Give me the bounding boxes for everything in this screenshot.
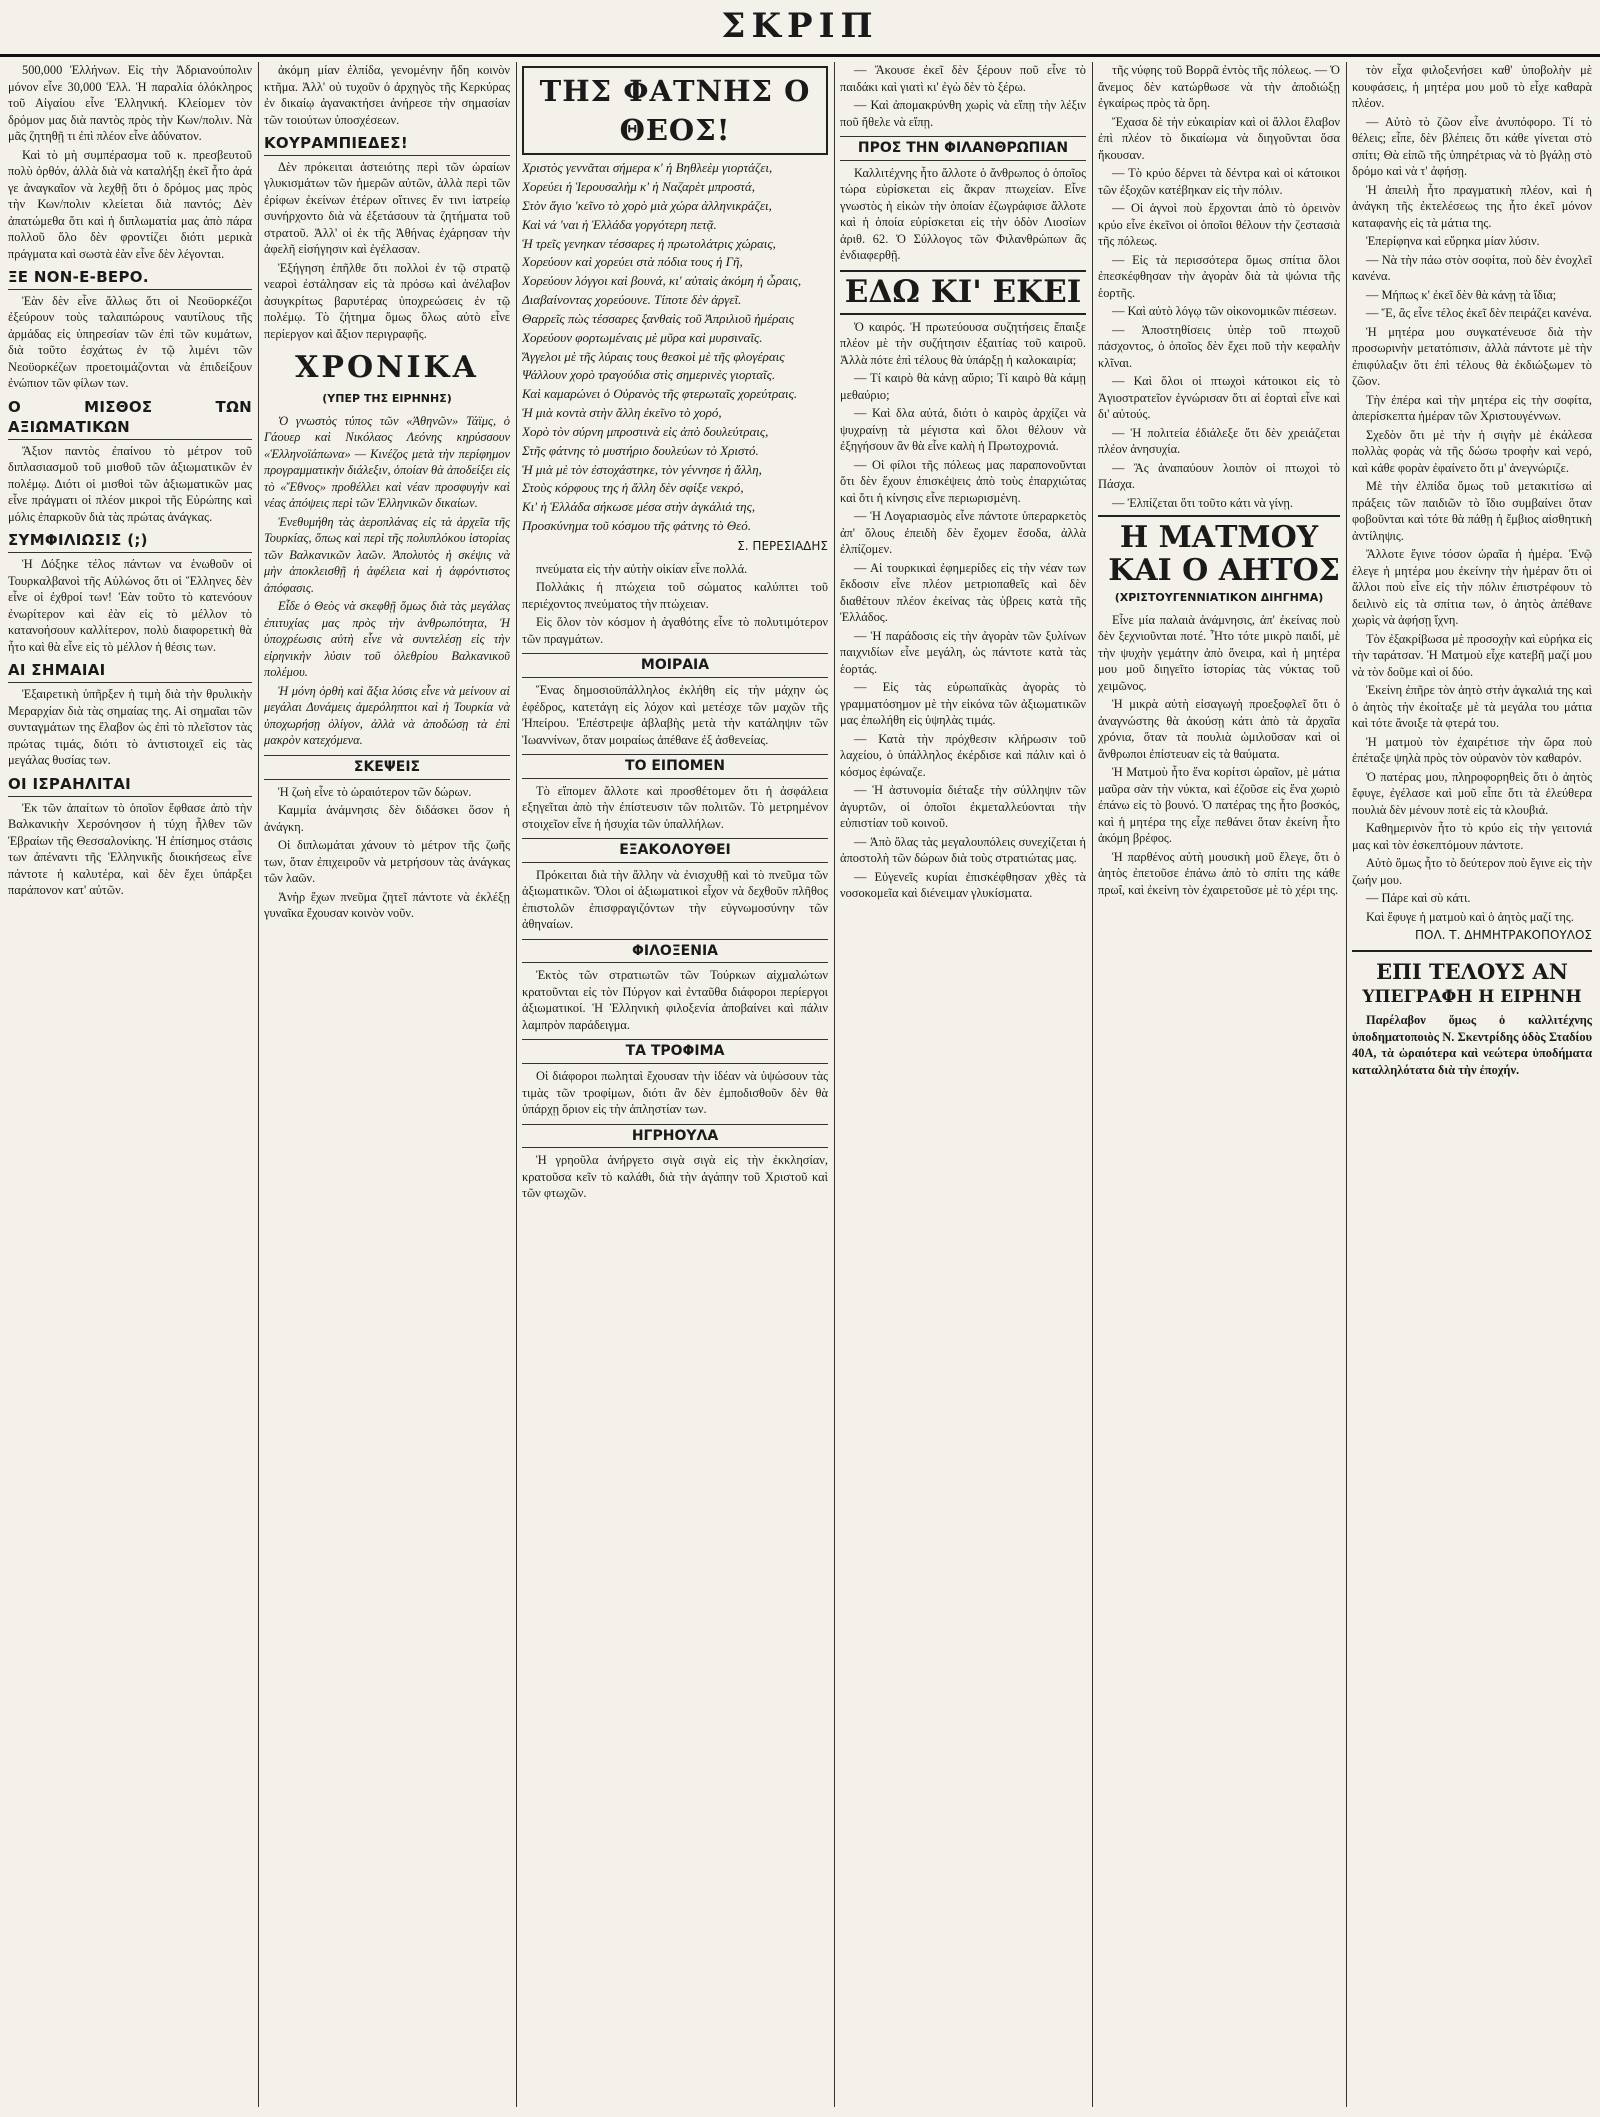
- column-4: [840, 62, 1086, 2107]
- paragraph: Καθημερινὸν ἦτο τὸ κρύο εἰς τὴν γειτονιά μας καὶ τὸν ἐσκεπτόμουν πάντοτε.: [1352, 821, 1592, 852]
- paragraph: Ἡ μόνη ὀρθὴ καὶ ἄξια λύσις εἶνε νὰ μείνουν αἱ μεγάλαι Δυνάμεις ἀμερόληπτοι καὶ ἡ Τουρκία νὰ ὑποχωρήσῃ ὀλίγον, ἀλλὰ νὰ ἀποδώσῃ τὰ ἐπὶ μακρὸν κατεχόμενα.: [264, 683, 510, 748]
- paragraph: Ἐκείνη ἐπῆρε τὸν ἀητὸ στὴν ἀγκαλιά της καὶ ὁ ἀητὸς τὴν ἐκοίταξε μὲ τὰ μεγάλα του μάτια καὶ τότε ἄνοιξε τὰ φτερά του.: [1352, 683, 1592, 730]
- paragraph: Ἕνας δημοσιοϋπάλληλος ἐκλήθη εἰς τὴν μάχην ὡς ἐφέδρος, κατετάγη εἰς λόχον καὶ μετέσχε τῶν μαχῶν τῆς Ἠπείρου. Ἐπέστρεψε ἀβλαβὴς μετὰ τὴν κατάληψιν τῶν Ἰωαννίνων, ὅταν μοιραίως ἀπέθανε ἐξ ἀσθενείας.: [522, 683, 828, 747]
- subheadline: (ΧΡΙΣΤΟΥΓΕΝΝΙΑΤΙΚΟΝ ΔΙΗΓΗΜΑ): [1114, 591, 1324, 604]
- paragraph: — Τί καιρὸ θὰ κάνῃ αὔριο; Τί καιρὸ θὰ κάμῃ μεθαύριο;: [840, 371, 1086, 402]
- paragraph: — Τὸ κρύο δέρνει τὰ δέντρα καὶ οἱ κάτοικοι τῶν ἐξοχῶν κατέβηκαν εἰς τὴν πόλιν.: [1098, 166, 1340, 197]
- paragraph: 500,000 Ἑλλήνων. Εἰς τὴν Ἀδριανούπολιν μόνον εἶνε 30,000 Ἑλλ. Ἡ παραλία ὁλόκληρος τοῦ Αἰγαίου εἶνε Ἑλληνική. Κλείομεν τὸν δρόμον μας διὰ παντὸς πρὸς τὴν Κων/πολιν. Νὰ μᾶς ζητηθῇ τι ἐπὶ πλέον εἶνε ἀδύνατον.: [8, 63, 252, 143]
- paragraph: τὸν εἶχα φιλοξενήσει καθ' ὑποβολὴν μὲ κουφάσεις, ἡ μητέρα μου μοῦ τὸ εἶχε καθαρὰ πλέον.: [1352, 63, 1592, 110]
- paragraph: — Ἀποστηθίσεις ὑπὲρ τοῦ πτωχοῦ πάσχοντος, ὁ ὁποῖος δὲν ἔχει ποῦ τὴν κεφαλὴν κλῖναι.: [1098, 322, 1340, 370]
- headline: ΚΟΥΡΑΜΠΙΕΔΕΣ!: [264, 134, 510, 156]
- headline: ΦΙΛΟΞΕΝΙΑ: [522, 939, 828, 964]
- poem-line: Χορεύουν λόγγοι καὶ βουνά, κι' αὐταὶς ἀκόμη ἡ ὧραις,: [522, 273, 802, 289]
- paragraph: Καὶ τὸ μὴ συμπέρασμα τοῦ κ. πρεσβευτοῦ πολὺ ὀρθόν, ἀλλὰ διὰ νὰ καταλήξῃ ἐκεῖ ἦτο ἀρά γε ἀναγκαῖον νὰ λεχθῇ ὅτι ὁ δρόμος μας πρὸς τὴν Κων/πολιν κλείεται διὰ παντός; Δὲν ἀπατώμεθα ὅτι καὶ ἡ διπλωματία μας ἀπὸ πάρα πολλοῦ ὅλο δὲν φροντίζει διότι μερικὰ πράγματα καὶ σωστὰ ἐὰν εἶνε δὲν λέγονται.: [8, 147, 252, 261]
- paragraph: — Ἔ, ἂς εἶνε τέλος ἐκεῖ δὲν πειράζει κανένα.: [1366, 306, 1592, 320]
- headline-large: ΤΗΣ ΦΑΤΝΗΣ Ο ΘΕΟΣ!: [522, 66, 828, 155]
- column-3: [522, 62, 828, 2107]
- paragraph: — Καὶ ὅλοι οἱ πτωχοὶ κάτοικοι εἰς τὸ Ἀγιοστρατεῖον ἐγνώρισαν ὅτι αἱ ἑορταὶ εἶνε καὶ δι' αὐτούς.: [1098, 374, 1340, 421]
- paragraph: — Καὶ ἀπομακρύνθη χωρὶς νὰ εἴπῃ τὴν λέξιν ποῦ ἤθελε νὰ εἴπῃ.: [840, 98, 1086, 129]
- paragraph: Ἐξαιρετικὴ ὑπῆρξεν ἡ τιμὴ διὰ τὴν θρυλικὴν Μεραρχίαν διὰ τὰς σημαίας της. Αἱ σημαῖαι τῶν συνταγμάτων της ἔλαβον ὡς ἐπὶ τὸ πλεῖστον τὰς πρώτας τιμάς, διότι τὸ ἀντιστοιχεῖ εἰς τὰς μεγάλας θυσίας των.: [8, 687, 252, 768]
- paragraph: Εἶνε μία παλαιὰ ἀνάμνησις, ἀπ' ἐκείνας ποὺ δὲν ξεχνιοῦνται ποτέ. Ἦτο τότε μικρὸ παιδί, μὲ τὴν ψυχὴν γεμάτην ἀπὸ ὄνειρα, καὶ ἡ μητέρα μου μοῦ διηγεῖτο ἱστορίας τὰς νύκτας τοῦ χειμῶνος.: [1098, 612, 1340, 693]
- paragraph: — Καὶ δλα αὐτά, διότι ὁ καιρὸς ἀρχίζει νὰ ψυχραίνῃ τὰ μέγιστα καὶ ὅλοι θέλουν νὰ ἐξηγήσουν ἂν θὰ εἶνε καλὴ ἡ Πρωτοχρονιά.: [840, 406, 1086, 454]
- headline-large: ΕΔΩ ΚΙ' ΕΚΕΙ: [840, 270, 1086, 315]
- paragraph: — Ἀπὸ ὅλας τὰς μεγαλουπόλεις συνεχίζεται ἡ ἀποστολὴ τῶν δώρων διὰ τοὺς στρατιώτας μας.: [840, 834, 1086, 866]
- paragraph: Ἔχασα δὲ τὴν εὐκαιρίαν καὶ οἱ ἄλλοι ἔλαβον ἐπὶ πλέον τὸ δικαίωμα νὰ διηγοῦνται ὅσα ἤκουσαν.: [1098, 114, 1340, 162]
- paragraph: — Αἱ τουρκικαὶ ἐφημερίδες εἰς τὴν νέαν των ἔκδοσιν εἶνε πλέον μετριοπαθεῖς καὶ δὲν διαθέτουν πλέον ἐκείνας τὰς ὑβρεις κατὰ τῆς Ἑλλάδος.: [840, 560, 1086, 625]
- poem: [522, 159, 828, 536]
- paragraph: — Πάρε καὶ σὺ κάτι.: [1366, 891, 1471, 905]
- paragraph: — Εἰς τὰς εὐρωπαϊκὰς ἀγορὰς τὸ γραμματόσημον μὲ τὴν εἰκόνα τῶν ἀξιωματικῶν μας ἐπωλήθη εἰς ὑψηλὰς τιμάς.: [840, 680, 1086, 728]
- paragraph: Τὴν ἐπέρα καὶ τὴν μητέρα εἰς τὴν σοφίτα, ἀπερίσκεπτα ἡμέραν τῶν Χριστουγέννων.: [1352, 392, 1592, 423]
- paragraph: Ἐξήγηση ἐπῆλθε ὅτι πολλοὶ ἐν τῷ στρατῷ νεαροὶ ἐστάλησαν εἰς τὰ πρόσω καὶ ἀνέλαβον ἀσυγκρίτως βαρυτέρας ὑποχρεώσεις ἐν τῷ πολέμῳ. Τὸ ζήτημα ὅμως ὅλως αὐτὸ εἶνε περίεργον καὶ ἄξιον περιγραφῆς.: [264, 260, 510, 341]
- poem-line: Χορὸ τὸν σύρνη μπροστινὰ εἰς ἀπὸ δουλεύτραις,: [522, 423, 769, 439]
- poem-line: Ἡ μιὰ κοντὰ στὴν ἄλλη ἐκεῖνο τὸ χορό,: [522, 405, 722, 421]
- paragraph: — Ἄκουσε ἐκεῖ δὲν ξέρουν ποῦ εἶνε τὸ παιδάκι καὶ γιατὶ κι' ἐγὼ δὲν τὸ ξέρω.: [840, 63, 1086, 94]
- paragraph: — Ἡ Λογαριασμὸς εἶνε πάντοτε ὑπεραρκετὸς ἀπ' ὅλους ἐπειδὴ δὲν ἔχομεν ἔσοδα, ἀλλὰ ἐλπίζομεν.: [840, 509, 1086, 557]
- paragraph: Ὁ καιρός. Ἡ πρωτεύουσα συζητήσεις ἔπαιξε πλέον μὲ τὴν συζήτησιν ἐξαιτίας τοῦ καιροῦ. Ἀλλὰ πότε ἐπὶ τέλους θὰ ὑπάρξῃ ἡ καλοκαιρία;: [840, 319, 1086, 367]
- masthead: ΣΚΡΙΠ: [0, 6, 1600, 57]
- paragraph: Ἡ ματμοὺ τὸν ἐχαιρέτισε τὴν ὥρα ποὺ ἐπέταξε ψηλὰ πρὸς τὸν οὐρανὸν τὸν καθαρόν.: [1352, 734, 1592, 765]
- poem-line: Στὸν ἅγιο 'κεῖνο τὸ χορὸ μιὰ χώρα ἀλληνικράζει,: [522, 197, 772, 213]
- signature: Σ. ΠΕΡΕΣΙΑΔΗΣ: [737, 539, 828, 553]
- paragraph: — Εἰς τὰ περισσότερα ὅμως σπίτια ὅλοι ἐπεσκέφθησαν τὴν ἀγορὰν διὰ τὰ ψώνια τῆς ἑορτῆς.: [1098, 252, 1340, 300]
- column-rule: [1346, 62, 1347, 2107]
- column-1: [8, 62, 252, 2107]
- headline: ΕΞΑΚΟΛΟΥΘΕΙ: [522, 838, 828, 863]
- paragraph: — Ἡ παράδοσις εἰς τὴν ἀγορὰν τῶν ξυλίνων παιχνιδίων εἶνε μεγάλη, ὡς πάντοτε κατὰ τὰς ἑορτάς.: [840, 628, 1086, 676]
- poem-line: Ψάλλουν χορὸ τραγούδια στὶς σημερινὲς γιορταῖς.: [522, 367, 776, 383]
- paragraph: — Οἱ ἁγνοὶ ποὺ ἔρχονται ἀπὸ τὸ ὀρεινὸν κρύο εἶνε ἐκεῖνοι οἱ ὁποῖοι θέλουν τὴν ζεστασιὰ τῆς πόλεως.: [1098, 201, 1340, 248]
- paragraph: Ἡ ἀπειλὴ ἦτο πραγματικὴ πλέον, καὶ ἡ ἀνάγκη τῆς ἐκτελέσεως της ἦτο ἐκεῖ μόνον καταφανὴς εἰς τὰ μάτια της.: [1352, 182, 1592, 230]
- paragraph: Ἡ παρθένος αὐτὴ μουσικὴ μοῦ ἔλεγε, ὅτι ὁ ἀητὸς ἐπετοῦσε ἐπάνω ἀπὸ τὸ σπίτι της κάθε πρωΐ, καὶ ἐκείνη τὸν ἐχαιρετοῦσε μὲ τὸ χέρι της.: [1098, 849, 1340, 897]
- paragraph: Ἡ Δόξηκε τέλος πάντων να ἑνωθοῦν οἱ Τουρκαλβανοὶ τῆς Αὐλώνος ὅτι οἱ Ἕλληνες δὲν εἶνε οἱ ἐχθροί των! Ἐὰν τοῦτο τὸ κατενόουν ἐνωρίτερον καὶ ἐὰν εἰς τὸ μέλλον τὸ κατανοήσουν καλλίτερον, πολὺ διαφορετικὴ θὰ ἦτο καὶ θὰ εἶνε εἰς τὸ μέλλον ἡ θέσις των.: [8, 557, 252, 654]
- column-rule: [258, 62, 259, 2107]
- paragraph: — Οἱ φίλοι τῆς πόλεως μας παραπονοῦνται ὅτι δὲν ἔχουν ἐπισκέψεις ἀπὸ τοὺς ἐπαρχιώτας καὶ ὅτι ἡ κίνησις εἶνε περιωρισμένη.: [840, 457, 1086, 505]
- poem-line: Στοὺς κόρφους της ἡ ἄλλη δὲν σφίξε νεκρό,: [522, 480, 744, 496]
- signature: ΠΟΛ. Τ. ΔΗΜΗΤΡΑΚΟΠΟΥΛΟΣ: [1415, 928, 1592, 942]
- paragraph: Ἄξιον παντὸς ἐπαίνου τὸ μέτρον τοῦ διπλασιασμοῦ τοῦ μισθοῦ τῶν ἀξιωματικῶν ἐν πολέμῳ. Διότι οἱ μισθοὶ τῶν ἀξιωματικῶν μας εἶνε πράγματι οἱ πλέον μικροὶ τῆς Εὐρώπης καὶ μόλις ἐπαρκοῦν διὰ τὰς πρώτας ἀνάγκας.: [8, 443, 252, 524]
- paragraph: Καμμία ἀνάμνησις δὲν διδάσκει ὅσον ἡ ἀνάγκη.: [264, 803, 510, 834]
- poem-line: Χορεύει ἡ Ἱερουσαλὴμ κ' ἡ Ναζαρὲτ μπροστά,: [522, 178, 755, 194]
- poem-line: Χριστὸς γεννᾶται σήμερα κ' ἡ Βηθλεὲμ γιορτάζει,: [522, 160, 773, 176]
- poem-line: Θαρρεῖς πὼς τέσσαρες ξανθαὶς τοῦ Ἀπριλιοῦ ἡμέραις: [522, 310, 795, 326]
- paragraph: Ἄλλοτε ἔγινε τόσον ὡραῖα ἡ ἡμέρα. Ἐνῷ ἐλεγε ἡ μητέρα μου ἐκείνην τὴν ἡμέραν ὅτι οἱ ἄλλοι ποὺ εἶνε εἰς τὴν πόλιν ἐπιστρέφουν τὸ δειλινὸ εἰς τὰ σπίτια των, ὁ ἀητὸς ἀπέθανε χωρὶς νὰ ἀφήσῃ ἴχνη.: [1352, 547, 1592, 627]
- paragraph: Πολλάκις ἡ πτώχεια τοῦ σώματος καλύπτει τοῦ περιέχοντος πνεύματος τὴν πτώχειαν.: [522, 580, 828, 611]
- headline: ΤΑ ΤΡΟΦΙΜΑ: [522, 1039, 828, 1064]
- paragraph: Ἡ γρηοῦλα ἀνήργετο σιγὰ σιγὰ εἰς τὴν ἐκκλησίαν, κρατοῦσα κεῖν τὸ καλάθι, διὰ τὴν ἀγάπην τοῦ Χριστοῦ καὶ τῶν φτωχῶν.: [522, 1153, 828, 1201]
- paragraph: Ἐπερίφηνα καὶ εὕρηκα μίαν λύσιν.: [1366, 234, 1540, 248]
- column-2: [264, 62, 510, 2107]
- poem-line: Διαβαίνοντας χορεύουνε. Τίποτε δὲν ἀργεῖ.: [522, 292, 742, 308]
- paragraph: Ἡ ζωὴ εἶνε τὸ ὡραιότερον τῶν δώρων.: [278, 784, 472, 799]
- poem-line: Καὶ νά 'ναι ἡ Ἑλλάδα γοργότερη πετᾷ.: [522, 216, 717, 232]
- paragraph: Οἱ διπλωμάται χάνουν τὸ μέτρον τῆς ζωῆς των, ὅταν ἐπιχειροῦν νὰ μετρήσουν τὰς ἀνάγκας τῶν λαῶν.: [264, 838, 510, 886]
- paragraph: Αὐτὸ ὅμως ἦτο τὸ δεύτερον ποὺ ἔγινε εἰς τὴν ζωήν μου.: [1352, 856, 1592, 887]
- paragraph: — Κατὰ τὴν πρόχθεσιν κλήρωσιν τοῦ λαχείου, ὁ ὑπάλληλος ἐκέρδισε καὶ πάλιν καὶ ὁ κόσμος ἐφώναζε.: [840, 731, 1086, 779]
- paragraph: πνεύματα εἰς τὴν αὐτὴν οἰκίαν εἶνε πολλά.: [536, 561, 748, 576]
- poem-line: Κι' ἡ Ἑλλάδα σήκωσε μέσα στὴν ἀγκάλιά της,: [522, 499, 756, 515]
- paragraph: — Ἡ ἀστυνομία διέταξε τὴν σύλληψιν τῶν ἀγυρτῶν, οἱ ὁποῖοι ἐκμεταλλεύονται τὴν εὐπιστίαν τοῦ κοινοῦ.: [840, 783, 1086, 831]
- advertisement-text: Παρέλαβον ὅμως ὁ καλλιτέχνης ὑποδηματοποιὸς Ν. Σκεντρίδης ὁδὸς Σταδίου 40Α, τὰ ὡραιότερα καὶ νεώτερα ὑποδήματα καταλληλότατα διὰ τὴν ἐποχήν.: [1352, 1013, 1592, 1077]
- paragraph: Εἶδε ὁ Θεὸς νὰ σκεφθῇ ὅμως διὰ τὰς μεγάλας ἐπιτυχίας μας πρὸς τὴν ἀνθρωπότητα, Ἡ ὑποχρέωσις αὐτὴ εἶνε νὰ συντελέσῃ εἰς τὴν εἰρηνικὴν λύσιν τοῦ ὀλεθρίου Βαλκανικοῦ πολέμου.: [264, 599, 510, 680]
- headline: ΠΡΟΣ ΤΗΝ ΦΙΛΑΝΘΡΩΠΙΑΝ: [840, 136, 1086, 161]
- paragraph: — Καὶ αὐτὸ λόγῳ τῶν οἰκονομικῶν πιέσεων.: [1112, 304, 1337, 318]
- headline: ΣΥΜΦΙΛΙΩΣΙΣ (;): [8, 531, 252, 553]
- paragraph: Ἐκτὸς τῶν στρατιωτῶν τῶν Τούρκων αἰχμαλώτων κρατοῦνται εἰς τὸν Πύργον καὶ ἐνταῦθα διάφοροι περίεργοι ἀξιωματικοί. Ἡ Ἑλληνικὴ φιλοξενία ἀποβαίνει καὶ πάλιν λαμπρὸν παράδειγμα.: [522, 968, 828, 1032]
- headline-large: ΕΠΙ ΤΕΛΟΥΣ ΑΝ: [1376, 958, 1568, 984]
- column-6: [1352, 62, 1592, 2107]
- paragraph: Ὁ πατέρας μου, πληροφορηθεὶς ὅτι ὁ ἀητὸς ἔφυγε, ἐγέλασε καὶ μοῦ εἶπε ὅτι τὰ ἐλεύθερα πουλιὰ δὲν μένουν ποτὲ εἰς τὰ κλουβιά.: [1352, 769, 1592, 817]
- poem-line: Ἡ μιὰ μὲ τὸν ἐστοχάστηκε, τὸν γέννησε ἡ ἄλλη,: [522, 461, 762, 477]
- paragraph: — Ἐλπίζεται ὅτι τοῦτο κάτι νὰ γίνῃ.: [1112, 495, 1293, 510]
- column-rule: [516, 62, 517, 2107]
- poem-line: Προσκύνημα τοῦ κόσμου τῆς φάτνης τὸ Θεό.: [522, 518, 752, 534]
- paragraph: Εἰς ὅλον τὸν κόσμον ἡ ἀγαθότης εἶνε τὸ πολυτιμότερον τῶν πραγμάτων.: [522, 615, 828, 646]
- paragraph: — Εὐγενεῖς κυρίαι ἐπισκέφθησαν χθὲς τὰ νοσοκομεῖα καὶ διένειμαν γλυκίσματα.: [840, 869, 1086, 901]
- poem-line: Χορεύουν καὶ χορεύει στὰ πόδια τους ἡ Γῆ,: [522, 254, 743, 270]
- headline: ΞΕ ΝΟΝ-Ε-ΒΕΡΟ.: [8, 268, 252, 290]
- column-5: [1098, 62, 1340, 2107]
- poem-line: Χορεύουν φορτωμέναις μὲ μῦρα καὶ μυρσιναῖς.: [522, 329, 763, 345]
- paragraph: Ἡ Ματμοὺ ἦτο ἕνα κορίτσι ὡραῖον, μὲ μάτια μαῦρα σὰν τὴν νύκτα, καὶ ἐζοῦσε εἰς ἕνα χωριὸ ἐπάνω εἰς τὸ βουνό. Ὁ πατέρας της ἦτο βοσκός, καὶ ἡ μητέρα της εἶχε πεθάνει ὅταν ἐκείνη ἦτο ἀκόμη βρέφος.: [1098, 765, 1340, 846]
- paragraph: Μὲ τὴν ἐλπίδα ὅμως τοῦ μετακιτίσω αἱ πράξεις τῶν παιδιῶν τὸ ἴδιο συμβαίνει ὅταν φοβοῦνται καὶ τότε θὰ πάθῃ ἡ ἔμβιος αἰσθητικὴ ἀντίληψις.: [1352, 479, 1592, 543]
- paragraph: Δὲν πρόκειται ἀστειότης περὶ τῶν ὡραίων γλυκισμάτων τῶν ἡμερῶν αὐτῶν, ἀλλὰ περὶ τῶν ἐρίφων ἐκείνων ἐτέρων οἵτινες ἔν τινι ἰατρείῳ συνήρχοντο διὰ νὰ ἐξετάσουν τὰ ζητήματα τοῦ στρατοῦ. Ἀλλ' οἱ ἐκ τῆς Ἀθήνας ἐχάρησαν τὴν ἀφελῆ εἰσήγησιν καὶ ἐγέλασαν.: [264, 159, 510, 257]
- paragraph: Ἡ μικρὰ αὐτὴ εἰσαγωγὴ προεξοφλεῖ ὅτι ὁ ἀναγνώστης θὰ ἀκούσῃ κάτι ἀπὸ τὰ ἀρχαῖα χρόνια, ὅταν τὰ πουλιὰ ὡμιλοῦσαν καὶ οἱ ἄνθρωποι ἐπίστευαν εἰς τὰ θαύματα.: [1098, 697, 1340, 761]
- paragraph: — Ἡ πολιτεία ἐδιάλεξε ὅτι δὲν χρειάζεται πλέον ἀνησυχία.: [1098, 425, 1340, 456]
- paragraph: — Αὐτὸ τὸ ζῶον εἶνε ἀνυπόφορο. Τί τὸ θέλεις; εἶπε, δὲν βλέπεις ὅτι κάθε γίνεται στὸ σπίτι; Θὰ εἰπῶ τῆς ὑπηρέτριας νὰ τὸ βγάλῃ στὸ δρόμο καὶ νὰ τ' ἀφήσῃ.: [1352, 114, 1592, 178]
- paragraph: Ὁ γνωστὸς τύπος τῶν «Ἀθηνῶν» Τάϊμς, ὁ Γάουερ καὶ Νικόλαος Λεόνης κηρύσσουν «Ἑλληνοϊάπωνα» — Κινέζος μετὰ τὴν περίφημον προγραμματικὴν διάλεξιν, ὁποίαν θὰ ἀποδείξει εἰς τὸ «Ἔθνος» προθέλλει καὶ νέαν προσφυγὴν καὶ νέας ἀπόψεις περὶ τῶν Ἑλληνικῶν δικαίων.: [264, 413, 510, 511]
- paragraph: Πρόκειται διὰ τὴν ἄλλην νὰ ἐνισχυθῇ καὶ τὸ πνεῦμα τῶν ἀξιωματικῶν. Ὅλοι οἱ ἀξιωματικοὶ εἶχον νὰ δεχθοῦν πλῆθος ἐπιστολῶν ἐπισφραγιζόντων τὴν εὐγνωμοσύνην τῶν ἀθηναίων.: [522, 867, 828, 932]
- headline-large: ΚΑΙ Ο ΑΗΤΟΣ: [1108, 553, 1340, 588]
- headline: ΗΓΡΗΟΥΛΑ: [522, 1124, 828, 1149]
- paragraph: — Νὰ τὴν πάω στὸν σοφίτα, ποὺ δὲν ἐνοχλεῖ κανένα.: [1352, 252, 1592, 283]
- headline: ΤΟ ΕΙΠΟΜΕΝ: [522, 754, 828, 779]
- paragraph: Ἡ μητέρα μου συγκατένευσε διὰ τὴν προσωρινὴν μετατόπισιν, ἀλλὰ πάντοτε μὲ τὴν ἐπιφύλαξιν ὅτι ἐπὶ τέλους θὰ ἐκδιώξωμεν τὸ ζῶον.: [1352, 324, 1592, 388]
- headline-large: ΧΡΟΝΙΚΑ: [295, 350, 479, 386]
- subheadline: (ΥΠΕΡ ΤΗΣ ΕΙΡΗΝΗΣ): [322, 392, 452, 406]
- poem-line: Ἄγγελοι μὲ τῆς λύραις τους θεσκοὶ μὲ τῆς φλογέραις: [522, 348, 785, 364]
- paragraph: Οἱ διάφοροι πωληταὶ ἔχουσαν τὴν ἰδέαν νὰ ὑψώσουν τὰς τιμὰς τῶν τροφίμων, διότι ἂν δὲν ἐμποδισθοῦν δὲν θὰ ὑπάρχῃ ὅριον εἰς τὴν ἀπληστίαν των.: [522, 1069, 828, 1116]
- paragraph: Σχεδὸν ὅτι μὲ τὴν ἡ σιγὴν μὲ ἐκάλεσα πολλὰς φορὰς νὰ τῆς δώσω τροφὴν καὶ νερό, καὶ κάθε φορὰν ἐφαίνετο ὅτι μ' ἀνεγνώριζε.: [1352, 427, 1592, 475]
- paragraph: ἀκόμη μίαν ἐλπίδα, γενομένην ἤδη κοινὸν κτῆμα. Ἀλλ' οὐ τυχοῦν ὁ ἀρχηγὸς τῆς Κερκύρας ἐν δικαίῳ ἀγανακτήσει ἀνήρεσε τὴν σημασίαν τῶν τοιούτων ὑποσχέσεων.: [264, 63, 510, 127]
- headline: ΑΙ ΣΗΜΑΙΑΙ: [8, 661, 252, 683]
- paragraph: Καλλιτέχνης ἦτο ἄλλοτε ὁ ἄνθρωπος ὁ ὁποῖος τώρα εὑρίσκεται εἰς ἄκραν πτωχείαν. Εἶνε γνωστὸς ἡ εἰκὼν τὴν ὁποίαν ἐζωγράφισε ἄλλοτε καὶ ἡ ὁποία εὑρίσκεται εἰς τὴν ὁδὸν Λιοσίων ἀριθ. 62. Ὁ Σύλλογος τῶν Φιλανθρώπων ἂς ἐνδιαφερθῇ.: [840, 165, 1086, 263]
- paragraph: τῆς νύφης τοῦ Βορρᾶ ἐντὸς τῆς πόλεως. — Ὁ ἄνεμος δὲν κατώρθωσε νὰ τὴν ἀποδιώξῃ ἐγκαίρως πρὸς τὰ ὄρη.: [1098, 63, 1340, 110]
- paragraph: — Μήπως κ' ἐκεῖ δὲν θὰ κάνῃ τὰ ἴδια;: [1366, 287, 1557, 302]
- column-rule: [834, 62, 835, 2107]
- headline-large: ΥΠΕΓΡΑΦΗ Η ΕΙΡΗΝΗ: [1362, 986, 1582, 1007]
- poem-line: Καὶ καμαρώνει ὁ Οὐρανὸς τῆς φτερωταῖς χορεύτραις.: [522, 386, 798, 402]
- poem-line: Ἡ τρεῖς γενηκαν τέσσαρες ἡ πρωτολάτρις χώραις,: [522, 235, 776, 251]
- headline: ΣΚΕΨΕΙΣ: [264, 755, 510, 780]
- paragraph: Ἐνεθυμήθη τὰς ἀεροπλάνας εἰς τὰ ἀρχεῖα τῆς Τουρκίας, ὅπως καὶ περὶ τῆς πολυπλόκου ἱστορίας τῶν Βαλκανικῶν λαῶν. Ἀπολυτὸς ἡ σκέψις νὰ μὴν ἀποκλεισθῇ ἡ ἀφέλεια καὶ ἡ ἀφρόντιστος ἀπόφασις.: [264, 514, 510, 595]
- headline: ΟΙ ΙΣΡΑΗΛΙΤΑΙ: [8, 775, 252, 797]
- paragraph: Τὸ εἴπομεν ἄλλοτε καὶ προσθέτομεν ὅτι ἡ ἀσφάλεια εξηγεῖται ἀπὸ τὴν ἐπίστευσιν τῶν πολιτῶν. Τὸ μετρημένον στοιχεῖον εἶνε ἡ ἡσυχία τῶν ὑπαλλήλων.: [522, 783, 828, 831]
- paragraph: Ἐὰν δὲν εἶνε ἄλλως ὅτι οἱ Νεοϋορκέζοι ἐξεύρουν τοὺς ταλαιπώρους ναυτίλους τῆς ἀρμάδας εἰς ὑπηρεσίαν τῶν ἐπὶ τῶν κυμάτων, διὰ τοῦτο ἐσχάτως ἐν τῷ λιμένι τῶν Νεοϋορκέζων προετοιμάζονται νὰ ἐπιδείξουν ἐνώπιον τῶν φίλων των.: [8, 293, 252, 391]
- headline-large: Η ΜΑΤΜΟΥ: [1119, 520, 1319, 555]
- paragraph: Ἀνὴρ ἔχων πνεῦμα ζητεῖ πάντοτε νὰ ἐκλέξῃ γυναῖκα ἔχουσαν κοινὸν νοῦν.: [264, 889, 510, 921]
- paragraph: Καὶ ἔφυγε ἡ ματμοὺ καὶ ὁ ἀητὸς μαζί της.: [1366, 909, 1574, 924]
- paragraph: — Ἂς ἀναπαύουν λοιπὸν οἱ πτωχοὶ τὸ Πάσχα.: [1098, 460, 1340, 491]
- notice-block: [1352, 950, 1592, 1079]
- headline: Ο ΜΙΣΘΟΣ ΤΩΝ ΑΞΙΩΜΑΤΙΚΩΝ: [8, 398, 252, 440]
- paragraph: Ἐκ τῶν ἀπαίτων τὸ ὁποῖον ἔφθασε ἀπὸ τὴν Βαλκανικὴν Χερσόνησον ἡ τύχη ἦλθεν τῶν Ἑβραίων τῆς Θεσσαλονίκης. Ἡ ἐπίσημος στάσις των ἀπέναντι τῆς Ἑλληνικῆς διοικήσεως εἶνε πάντοτε ἡ καλυτέρα, καὶ δὲν ἔχει ὑπάρξει παράπονον κατ' αὐτῶν.: [8, 800, 252, 898]
- column-rule: [1092, 62, 1093, 2107]
- poem-line: Στῆς φάτνης τὸ μυστήριο δουλεύων τὸ Χριστό.: [522, 442, 759, 458]
- headline: ΜΟΙΡΑΙΑ: [522, 653, 828, 678]
- story-header: [1098, 515, 1340, 587]
- paragraph: Τὸν ἐξακρίβωσα μὲ προσοχὴν καὶ εὐρήκα εἰς τὴν ταράτσαν. Ἡ Ματμοὺ εἶχε κατεβῆ μαζί μου νὰ τὸν δοῦμε καὶ οἱ δύο.: [1352, 631, 1592, 679]
